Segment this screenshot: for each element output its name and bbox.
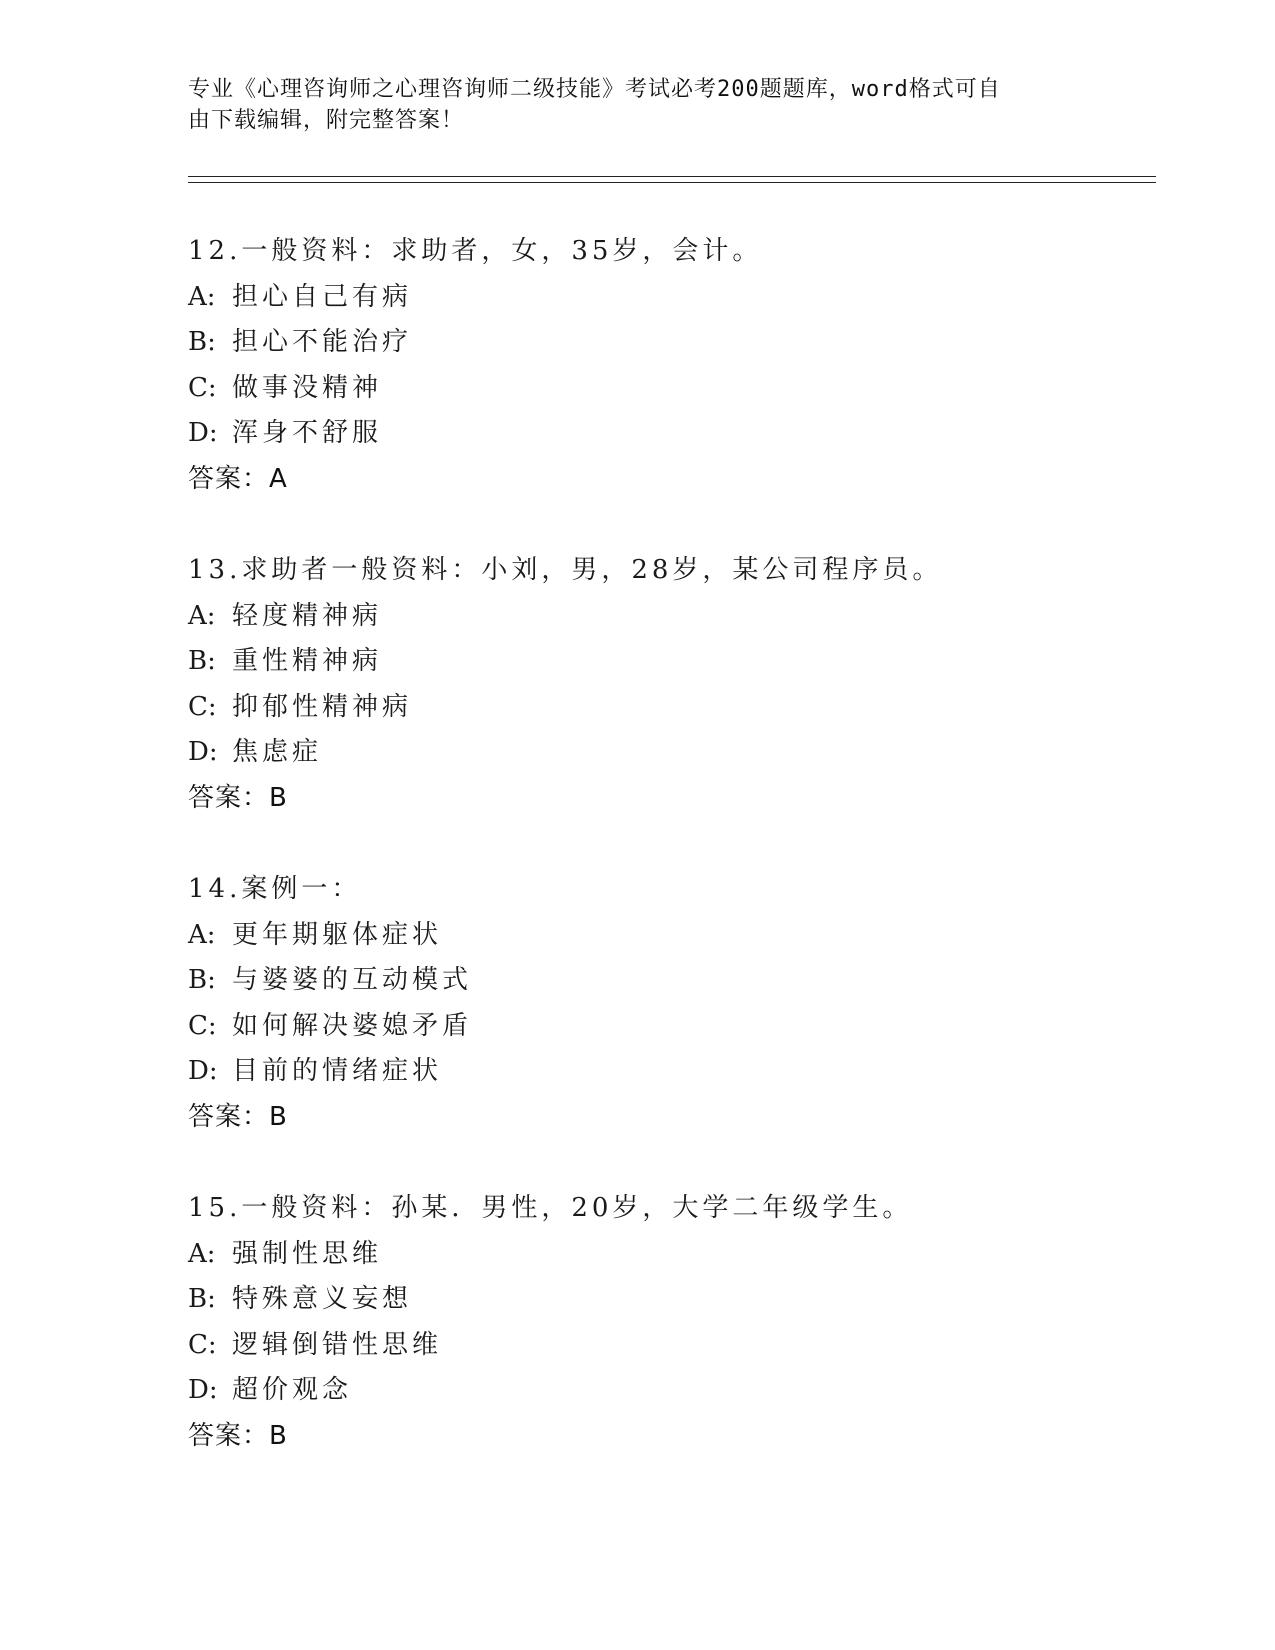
question-13 [188,548,1148,821]
option-text: 更年期躯体症状 [232,919,443,950]
option-c [188,1004,1148,1050]
option-text: 焦虑症 [232,737,323,767]
option-text: 特殊意义妄想 [232,1284,413,1314]
option-d [188,411,1148,457]
option-key: D: [188,1056,218,1086]
option-text: 超价观念 [232,1375,353,1405]
header-line-2: 由下载编辑，附完整答案！ [188,108,465,133]
option-key: B: [188,965,216,995]
option-key: A: [188,919,216,950]
question-14 [188,867,1148,1140]
option-b [188,320,1148,366]
option-text: 浑身不舒服 [232,418,383,448]
option-b [188,1277,1148,1323]
option-text: 与婆婆的互动模式 [232,965,473,995]
option-key: D: [188,737,218,767]
option-key: D: [188,1375,218,1405]
option-key: A: [188,281,216,312]
option-d [188,1368,1148,1414]
option-c [188,366,1148,412]
option-c [188,1323,1148,1369]
option-text: 轻度精神病 [232,600,383,631]
option-key: D: [188,418,218,448]
option-a [188,594,1148,640]
option-key: A: [188,1238,216,1269]
option-a [188,275,1148,321]
question-stem: 14.案例一： [188,874,362,904]
option-text: 做事没精神 [232,372,383,403]
option-text: 目前的情绪症状 [232,1056,443,1086]
header-line-1: 专业《心理咨询师之心理咨询师二级技能》考试必考200题题库，word格式可自 [188,77,1001,102]
question-stem: 12.一般资料：求助者，女，35岁，会计。 [188,236,763,266]
option-a [188,913,1148,959]
option-c [188,685,1148,731]
question-stem: 15.一般资料：孙某．男性，20岁，大学二年级学生。 [188,1193,913,1223]
answer-label: 答案：A [188,463,288,494]
option-b [188,958,1148,1004]
option-text: 强制性思维 [232,1238,383,1269]
answer-label: 答案：B [188,1420,288,1451]
option-key: A: [188,600,216,631]
option-text: 重性精神病 [232,646,383,676]
question-15 [188,1186,1148,1459]
question-12 [188,229,1148,502]
question-stem: 13.求助者一般资料：小刘，男，28岁，某公司程序员。 [188,555,943,585]
option-text: 抑郁性精神病 [232,691,413,722]
option-key: C: [188,691,217,722]
option-text: 逻辑倒错性思维 [232,1329,443,1360]
option-text: 担心自己有病 [232,281,413,312]
answer-label: 答案：B [188,782,288,813]
option-key: B: [188,1284,216,1314]
option-a [188,1232,1148,1278]
document-header [188,74,1068,136]
option-key: B: [188,327,216,357]
option-text: 如何解决婆媳矛盾 [232,1010,473,1041]
option-d [188,730,1148,776]
header-divider-top [188,176,1156,177]
option-d [188,1049,1148,1095]
option-b [188,639,1148,685]
option-key: C: [188,1010,217,1041]
option-key: B: [188,646,216,676]
option-text: 担心不能治疗 [232,327,413,357]
answer-label: 答案：B [188,1101,288,1132]
option-key: C: [188,372,217,403]
option-key: C: [188,1329,217,1360]
header-divider-bottom [188,182,1156,183]
